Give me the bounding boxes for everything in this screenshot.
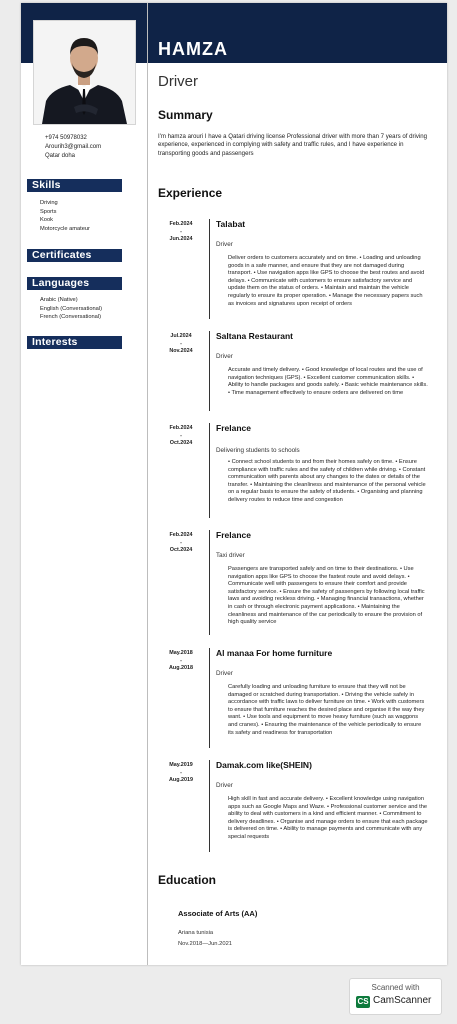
job-start-date: Jul.2024 (170, 333, 192, 339)
summary-heading: Summary (158, 108, 213, 122)
job-role: Driver (216, 353, 233, 360)
camscanner-watermark (349, 978, 442, 1015)
job-description: Accurate and timely delivery. • Good knowledge of local routes and the use of navigation techniques (GPS). • Excellent customer communication skills. • Ability to handle packages and goods safely. • Basic vehicle maintenance skills. • Time management effectively to ensure orders are delivered on time (228, 367, 428, 396)
job-role: Driver (216, 241, 233, 248)
job-role: Taxi driver (216, 552, 245, 559)
date-separator: - (180, 228, 182, 235)
certificates-heading: Certificates (27, 249, 122, 262)
education-heading: Education (158, 873, 217, 887)
job-company: Al manaa For home furniture (216, 648, 333, 658)
job-start-date: May.2018 (169, 650, 193, 656)
skill-item: Sports (40, 208, 57, 215)
interests-heading: Interests (27, 336, 122, 349)
date-separator: - (180, 432, 182, 439)
resume-page (21, 3, 447, 965)
sidebar (21, 3, 148, 965)
job-start-date: Feb.2024 (169, 532, 193, 538)
languages-list (40, 296, 102, 322)
timeline-bar (209, 760, 210, 852)
job-end-date: Aug.2019 (169, 777, 193, 783)
job-dates (158, 221, 204, 244)
job-company: Talabat (216, 219, 246, 229)
job-start-date: Feb.2024 (169, 425, 193, 431)
language-item: Arabic (Native) (40, 297, 78, 303)
job-description: Passengers are transported safely and on time to their destinations. • Use navigation apps like GPS to choose the fastest route and avoid delays. • Communicate well with passengers to ensure their comfort and provide satisfactory service. • Ensure the safety of passengers by following local traffic laws and avoiding reckless driving. • Managing financial transactions, whether in cash or through electronic payment applications. • Maintaining the cleanliness and maintenance of the car periodically to ensure the provision of high quality service (228, 566, 425, 626)
job-start-date: May.2019 (169, 762, 193, 768)
language-item: French (Conversational) (40, 314, 102, 321)
job-company: Frelance (216, 423, 251, 433)
job-company: Frelance (216, 530, 251, 540)
job-end-date: Oct.2024 (169, 547, 193, 553)
job-dates (158, 532, 204, 555)
location: Qatar doha (45, 153, 76, 159)
date-separator: - (180, 539, 182, 546)
summary-text: I'm hamza arouri I have a Qatari driving license Professional driver with more than 7 years of driving experience, experienced in complying with safety and traffic rules, and I have experience in transporting goods and passengers (158, 133, 428, 157)
job-end-date: Nov.2024 (169, 348, 193, 354)
job-start-date: Feb.2024 (169, 221, 193, 227)
job-dates (158, 333, 204, 356)
job-dates (158, 762, 204, 785)
timeline-bar (209, 423, 210, 518)
timeline-bar (209, 648, 210, 748)
scanned-with-label: Scanned with (371, 983, 420, 992)
profile-photo (33, 20, 136, 125)
job-company: Saltana Restaurant (216, 331, 293, 341)
education-degree: Associate of Arts (AA) (178, 909, 258, 918)
skill-item: Driving (40, 200, 58, 206)
camscanner-logo-icon: CS (357, 997, 369, 1006)
phone-number: +974 50978032 (45, 135, 87, 141)
skills-heading: Skills (27, 179, 122, 192)
job-description: • Connect school students to and from their homes safely on time. • Ensure compliance with traffic rules and the safety of children while driving. • Constant communication with parents about any changes to the dates or details of the transfer. • Maintaining the cleanliness and maintenance of the personal vehicle on a regular basis to ensure the safety of students. • Organising and planning delivery routes to reduce time and congestion (228, 459, 426, 503)
skills-list (40, 199, 90, 233)
job-description: High skill in fast and accurate delivery. • Excellent knowledge using navigation apps such as Google Maps and Waze. • Professional customer service and the ability to deal with customers in a kind and efficient manner. • Commitment to delivery deadlines. • Organise and manage orders to ensure that each package is delivered on time. • Ability to manage payments and communicate with any special requests (228, 796, 428, 840)
timeline-bar (209, 331, 210, 411)
email-address: Arourih3@gmail.com (45, 144, 102, 150)
date-separator: - (180, 657, 182, 664)
candidate-name: HAMZA (158, 39, 228, 59)
languages-heading: Languages (27, 277, 122, 290)
contact-info (45, 134, 101, 161)
job-role: Driver (216, 670, 233, 677)
skill-item: Motorcycle amateur (40, 225, 90, 232)
job-dates (158, 650, 204, 673)
job-role: Delivering students to schools (216, 447, 300, 454)
timeline-bar (209, 219, 210, 319)
skill-item: Kook (40, 217, 53, 224)
camscanner-brand: CamScanner (373, 995, 432, 1006)
job-dates (158, 425, 204, 448)
job-end-date: Jun.2024 (169, 236, 193, 242)
date-separator: - (180, 340, 182, 347)
candidate-role: Driver (158, 73, 198, 90)
job-description: Deliver orders to customers accurately and on time. • Loading and unloading goods in a safe manner, and ensure that they are not damaged during transport. • Use navigation apps like GPS to choose the best routes and avoid delays. • Communicate with customers to ensure satisfactory service and update them on the status of orders. • Maintain and maintain the vehicle regularly to ensure its proper operation. • Manage the necessary papers such as invoices and signatures upon receipt of orders (228, 255, 425, 307)
experience-heading: Experience (158, 186, 223, 200)
job-role: Driver (216, 782, 233, 789)
job-company: Damak.com like(SHEIN) (216, 760, 312, 770)
education-dates: Nov.2018—Jun.2021 (178, 941, 233, 947)
timeline-bar (209, 530, 210, 635)
job-end-date: Oct.2024 (169, 440, 193, 446)
job-end-date: Aug.2018 (169, 665, 193, 671)
job-description: Carefully loading and unloading furniture to ensure that they will not be damaged or scratched during transportation. • Driving the vehicle safely in accordance with traffic laws to deliver furniture on time. • Work with customers to ensure that furniture reaches the desired place and organise it the way they want. • Use tools and equipment to move heavy furniture (such as waggons and cranes). • Ensuring the maintenance of the vehicle periodically to ensure its safety and readiness for transportation (228, 684, 425, 736)
date-separator: - (180, 769, 182, 776)
education-school: Ariana tunisia (178, 930, 214, 936)
language-item: English (Conversational) (40, 305, 102, 312)
